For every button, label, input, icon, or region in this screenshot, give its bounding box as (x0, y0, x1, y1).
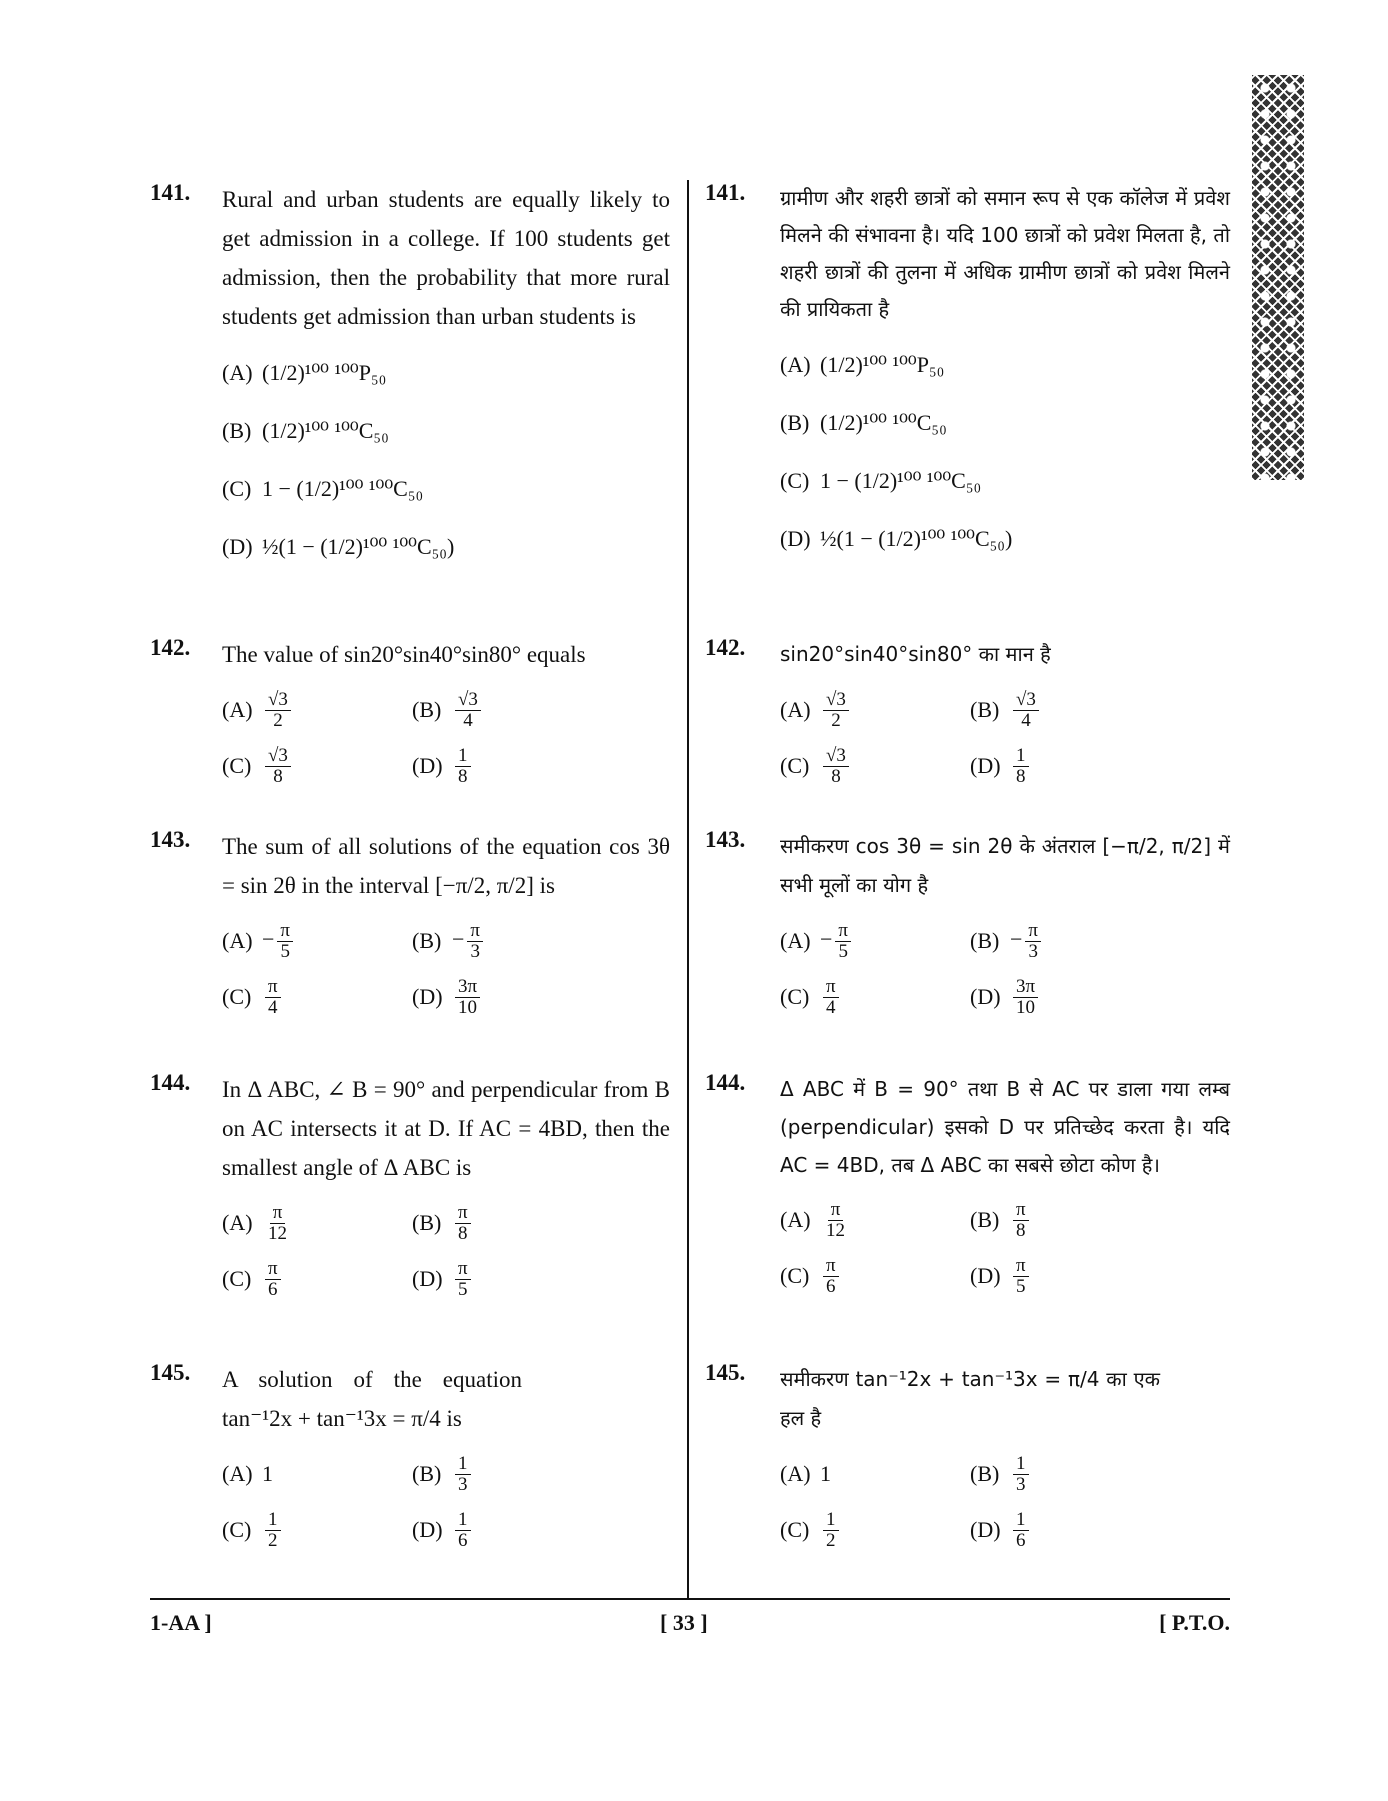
option-value (820, 977, 842, 1018)
option-label: (B) (412, 697, 442, 722)
denominator: 8 (458, 1222, 468, 1244)
option-value (820, 1200, 851, 1241)
option-value (262, 746, 294, 787)
option-c (780, 1256, 970, 1297)
option-a (222, 1203, 412, 1244)
numerator: π (265, 977, 281, 998)
option-value (820, 1256, 842, 1297)
fraction (835, 921, 851, 962)
option-value (1010, 746, 1032, 787)
question-145-hi (705, 1360, 1230, 1558)
options-143-hi (780, 913, 1230, 1025)
option-label: (A) (780, 1207, 811, 1232)
fraction (265, 1510, 281, 1551)
option-a (780, 1200, 970, 1241)
question-number: 145. (150, 1360, 191, 1385)
numerator: 1 (455, 1454, 471, 1475)
denominator: 8 (831, 765, 841, 787)
option-b (412, 1454, 602, 1495)
fraction (265, 1203, 290, 1244)
denominator: 5 (838, 940, 848, 962)
denominator: 4 (463, 709, 473, 731)
option-label: (B) (780, 410, 810, 435)
option-a: (1/2)¹⁰⁰ ¹⁰⁰P₅₀ (820, 352, 945, 377)
option-value (452, 1454, 474, 1495)
denominator: 6 (1016, 1529, 1026, 1551)
option-c (222, 1510, 412, 1551)
question-number: 142. (705, 635, 746, 660)
option-row (780, 394, 1230, 452)
option-row (222, 738, 670, 794)
denominator: 6 (268, 1278, 278, 1300)
numerator: √3 (265, 746, 291, 767)
option-label: (A) (780, 1461, 811, 1486)
option-row (780, 452, 1230, 510)
option-label: (D) (412, 1517, 443, 1542)
option-row (780, 510, 1230, 568)
numerator: 1 (1013, 746, 1029, 767)
question-number: 145. (705, 1360, 746, 1385)
fraction (455, 1510, 471, 1551)
fraction (1013, 977, 1038, 1018)
fraction (265, 977, 281, 1018)
denominator: 8 (273, 765, 283, 787)
numerator: π (1013, 1200, 1029, 1221)
fraction (265, 746, 291, 787)
option-c: 1 − (1/2)¹⁰⁰ ¹⁰⁰C₅₀ (820, 468, 982, 493)
fraction (455, 1203, 471, 1244)
option-value: 1 (262, 1461, 273, 1486)
option-label: (B) (412, 1461, 442, 1486)
question-number: 142. (150, 635, 191, 660)
option-row (780, 1502, 1230, 1558)
option-b (412, 1203, 602, 1244)
option-value (452, 1510, 474, 1551)
denominator: 2 (831, 709, 841, 731)
option-b (970, 690, 1160, 731)
option-row (780, 1192, 1230, 1248)
numerator: π (277, 921, 293, 942)
numerator: 1 (455, 746, 471, 767)
question-number: 143. (705, 827, 746, 852)
denominator: 5 (280, 940, 290, 962)
question-text: समीकरण cos 3θ = sin 2θ के अंतराल [−π/2, π/2] में सभी मूलों का योग है (780, 834, 1230, 897)
question-143-hi (705, 827, 1230, 1025)
option-value (820, 690, 852, 731)
options-145-en (222, 1446, 670, 1558)
numerator: π (828, 1200, 844, 1221)
denominator: 4 (1021, 709, 1031, 731)
option-label: (B) (970, 1461, 1000, 1486)
numerator: π (455, 1203, 471, 1224)
denominator: 4 (826, 996, 836, 1018)
fraction (823, 977, 839, 1018)
question-142-hi (705, 635, 1230, 794)
option-label: (A) (780, 352, 811, 377)
fraction (1013, 690, 1039, 731)
question-142-en (150, 635, 670, 794)
option-label: (D) (222, 534, 253, 559)
numerator: π (467, 921, 483, 942)
numerator: π (823, 1256, 839, 1277)
option-d (412, 1259, 602, 1300)
options-144-en (222, 1195, 670, 1307)
option-label: (B) (970, 1207, 1000, 1232)
option-row (780, 969, 1230, 1025)
option-label: (D) (970, 1263, 1001, 1288)
option-label: (D) (412, 753, 443, 778)
option-row (222, 1446, 670, 1502)
pto-label: [ P.T.O. (1159, 1610, 1230, 1635)
option-b (970, 1200, 1160, 1241)
option-value (1010, 690, 1042, 731)
option-row (222, 682, 670, 738)
numerator: 1 (1013, 1510, 1029, 1531)
question-number: 144. (150, 1070, 191, 1095)
question-number: 144. (705, 1070, 746, 1095)
option-value (452, 921, 486, 962)
option-b (970, 921, 1160, 962)
question-text: sin20°sin40°sin80° का मान है (780, 642, 1051, 666)
option-a: (1/2)¹⁰⁰ ¹⁰⁰P₅₀ (262, 360, 387, 385)
option-label: (C) (222, 1266, 252, 1291)
numerator: 3π (1013, 977, 1038, 998)
option-d (970, 977, 1160, 1018)
option-value (452, 1203, 474, 1244)
option-d (412, 746, 602, 787)
option-label: (C) (780, 984, 810, 1009)
denominator: 2 (273, 709, 283, 731)
option-label: (B) (970, 928, 1000, 953)
numerator: √3 (823, 690, 849, 711)
option-b (970, 1454, 1160, 1495)
option-value (1010, 1510, 1032, 1551)
numerator: 1 (823, 1510, 839, 1531)
option-label: (C) (222, 476, 252, 501)
denominator: 3 (1016, 1473, 1026, 1495)
decorative-border-pattern (1252, 75, 1304, 480)
option-d: ½(1 − (1/2)¹⁰⁰ ¹⁰⁰C₅₀) (262, 534, 455, 559)
fraction (277, 921, 293, 962)
option-label: (D) (970, 984, 1001, 1009)
denominator: 8 (1016, 1219, 1026, 1241)
fraction (467, 921, 483, 962)
denominator: 8 (458, 765, 468, 787)
question-144-hi (705, 1070, 1230, 1304)
option-c (222, 1259, 412, 1300)
question-141-en (150, 180, 670, 576)
question-145-en (150, 1360, 670, 1558)
footer-rule (150, 1598, 1230, 1600)
denominator: 10 (1016, 996, 1036, 1018)
fraction (265, 690, 291, 731)
question-text: The value of sin20°sin40°sin80° equals (222, 642, 586, 667)
option-row (222, 1251, 670, 1307)
option-c (780, 746, 970, 787)
option-d (970, 1256, 1160, 1297)
option-value (452, 690, 484, 731)
options-143-en (222, 913, 670, 1025)
numerator: 1 (1013, 1454, 1029, 1475)
fraction (455, 1259, 471, 1300)
option-label: (A) (780, 928, 811, 953)
denominator: 2 (826, 1529, 836, 1551)
option-row (222, 969, 670, 1025)
denominator: 12 (826, 1219, 845, 1241)
option-d (970, 746, 1160, 787)
option-label: (B) (970, 697, 1000, 722)
numerator: π (1013, 1256, 1029, 1277)
option-value (1010, 1200, 1032, 1241)
option-d (412, 1510, 602, 1551)
fraction (823, 1256, 839, 1297)
question-text: Rural and urban students are equally likely to get admission in a college. If 100 students get admission, then the probability that more rural students get admission than urban students is (222, 187, 670, 329)
minus-sign: − (1010, 926, 1023, 952)
option-a (780, 690, 970, 731)
option-label: (D) (970, 753, 1001, 778)
option-d (970, 1510, 1160, 1551)
numerator: π (270, 1203, 286, 1224)
denominator: 2 (268, 1529, 278, 1551)
question-text: A solution of the equation tan⁻¹2x + tan⁻¹3x = π/4 is (222, 1367, 522, 1431)
fraction (1013, 1454, 1029, 1495)
option-a (222, 921, 412, 962)
option-d (412, 977, 602, 1018)
denominator: 4 (268, 996, 278, 1018)
fraction (823, 1510, 839, 1551)
option-row (222, 1502, 670, 1558)
option-value (262, 1203, 293, 1244)
option-label: (C) (222, 1517, 252, 1542)
option-c (780, 1510, 970, 1551)
option-a (780, 921, 970, 962)
question-text: The sum of all solutions of the equation cos 3θ = sin 2θ in the interval [−π/2, π/2] is (222, 834, 670, 898)
option-label: (B) (412, 1210, 442, 1235)
option-row (780, 682, 1230, 738)
option-value (262, 1510, 284, 1551)
option-label: (A) (222, 360, 253, 385)
fraction (1013, 746, 1029, 787)
fraction (1013, 1256, 1029, 1297)
numerator: π (1025, 921, 1041, 942)
fraction (1025, 921, 1041, 962)
question-text: Δ ABC में B = 90° तथा B से AC पर डाला गया लम्ब (perpendicular) इसको D पर प्रतिच्छेद करता है। यदि AC = 4BD, तब Δ ABC का सबसे छोटा कोण है। (780, 1077, 1230, 1177)
option-row (780, 738, 1230, 794)
minus-sign: − (820, 926, 833, 952)
option-label: (A) (780, 697, 811, 722)
option-a (780, 1461, 970, 1487)
option-value (1010, 1454, 1032, 1495)
numerator: √3 (823, 746, 849, 767)
denominator: 3 (458, 1473, 468, 1495)
question-143-en (150, 827, 670, 1025)
fraction (455, 690, 481, 731)
numerator: √3 (1013, 690, 1039, 711)
option-label: (D) (412, 984, 443, 1009)
option-label: (A) (222, 697, 253, 722)
option-row (780, 1248, 1230, 1304)
option-label: (C) (780, 753, 810, 778)
option-row (222, 518, 670, 576)
option-value (262, 690, 294, 731)
option-row (222, 1195, 670, 1251)
option-b (412, 690, 602, 731)
option-label: (C) (780, 1263, 810, 1288)
fraction (455, 746, 471, 787)
option-label: (B) (412, 928, 442, 953)
options-142-hi (780, 682, 1230, 794)
option-row (222, 344, 670, 402)
option-value (1010, 921, 1044, 962)
option-value (452, 1259, 474, 1300)
option-d: ½(1 − (1/2)¹⁰⁰ ¹⁰⁰C₅₀) (820, 526, 1013, 551)
option-value (820, 1510, 842, 1551)
numerator: π (835, 921, 851, 942)
column-divider (687, 180, 689, 1600)
option-b: (1/2)¹⁰⁰ ¹⁰⁰C₅₀ (820, 410, 947, 435)
option-value (1010, 1256, 1032, 1297)
denominator: 3 (470, 940, 480, 962)
numerator: π (265, 1259, 281, 1280)
option-row (222, 460, 670, 518)
denominator: 12 (268, 1222, 287, 1244)
denominator: 6 (826, 1275, 836, 1297)
option-b (412, 921, 602, 962)
denominator: 6 (458, 1529, 468, 1551)
numerator: 1 (265, 1510, 281, 1531)
option-label: (D) (780, 526, 811, 551)
question-number: 143. (150, 827, 191, 852)
question-141-hi (705, 180, 1230, 568)
option-value (1010, 977, 1041, 1018)
option-value (452, 746, 474, 787)
option-row (780, 1446, 1230, 1502)
option-label: (A) (222, 928, 253, 953)
option-label: (B) (222, 418, 252, 443)
option-c: 1 − (1/2)¹⁰⁰ ¹⁰⁰C₅₀ (262, 476, 424, 501)
page-number: [ 33 ] (660, 1610, 708, 1635)
denominator: 10 (458, 996, 478, 1018)
option-row (222, 402, 670, 460)
option-label: (C) (780, 468, 810, 493)
option-value (262, 1259, 284, 1300)
fraction (823, 690, 849, 731)
option-value: 1 (820, 1461, 831, 1486)
option-value (262, 921, 296, 962)
fraction (455, 977, 480, 1018)
option-c (780, 977, 970, 1018)
question-text: ग्रामीण और शहरी छात्रों को समान रूप से एक कॉलेज में प्रवेश मिलने की संभावना है। यदि 100 छात्रों को प्रवेश मिलता है, तो शहरी छात्रों की तुलना में अधिक ग्रामीण छात्रों को प्रवेश मिलने की प्रायिकता है (780, 186, 1230, 321)
option-label: (C) (222, 753, 252, 778)
question-text: In Δ ABC, ∠ B = 90° and perpendicular from B on AC intersects it at D. If AC = 4BD, then the smallest angle of Δ ABC is (222, 1077, 670, 1180)
fraction (265, 1259, 281, 1300)
option-row (222, 913, 670, 969)
option-c (222, 746, 412, 787)
option-label: (C) (780, 1517, 810, 1542)
options-144-hi (780, 1192, 1230, 1304)
fraction (823, 746, 849, 787)
denominator: 5 (458, 1278, 468, 1300)
options-141-hi (780, 336, 1230, 568)
booklet-code: 1-AA ] (150, 1610, 212, 1635)
denominator: 8 (1016, 765, 1026, 787)
numerator: √3 (455, 690, 481, 711)
option-a (222, 1461, 412, 1487)
question-number: 141. (150, 180, 191, 205)
option-label: (D) (970, 1517, 1001, 1542)
question-144-en (150, 1070, 670, 1307)
option-a (222, 690, 412, 731)
fraction (455, 1454, 471, 1495)
denominator: 3 (1028, 940, 1038, 962)
numerator: π (823, 977, 839, 998)
numerator: 1 (455, 1510, 471, 1531)
options-142-en (222, 682, 670, 794)
option-c (222, 977, 412, 1018)
option-row (780, 913, 1230, 969)
denominator: 5 (1016, 1275, 1026, 1297)
option-value (262, 977, 284, 1018)
fraction (1013, 1510, 1029, 1551)
question-text: समीकरण tan⁻¹2x + tan⁻¹3x = π/4 का एक हल है (780, 1367, 1160, 1430)
fraction (823, 1200, 848, 1241)
numerator: π (455, 1259, 471, 1280)
minus-sign: − (452, 926, 465, 952)
minus-sign: − (262, 926, 275, 952)
options-145-hi (780, 1446, 1230, 1558)
option-label: (D) (412, 1266, 443, 1291)
option-value (820, 921, 854, 962)
fraction (1013, 1200, 1029, 1241)
question-number: 141. (705, 180, 746, 205)
options-141-en (222, 344, 670, 576)
option-label: (A) (222, 1210, 253, 1235)
option-label: (A) (222, 1461, 253, 1486)
numerator: √3 (265, 690, 291, 711)
option-value (820, 746, 852, 787)
numerator: 3π (455, 977, 480, 998)
option-row (780, 336, 1230, 394)
option-b: (1/2)¹⁰⁰ ¹⁰⁰C₅₀ (262, 418, 389, 443)
option-value (452, 977, 483, 1018)
option-label: (C) (222, 984, 252, 1009)
